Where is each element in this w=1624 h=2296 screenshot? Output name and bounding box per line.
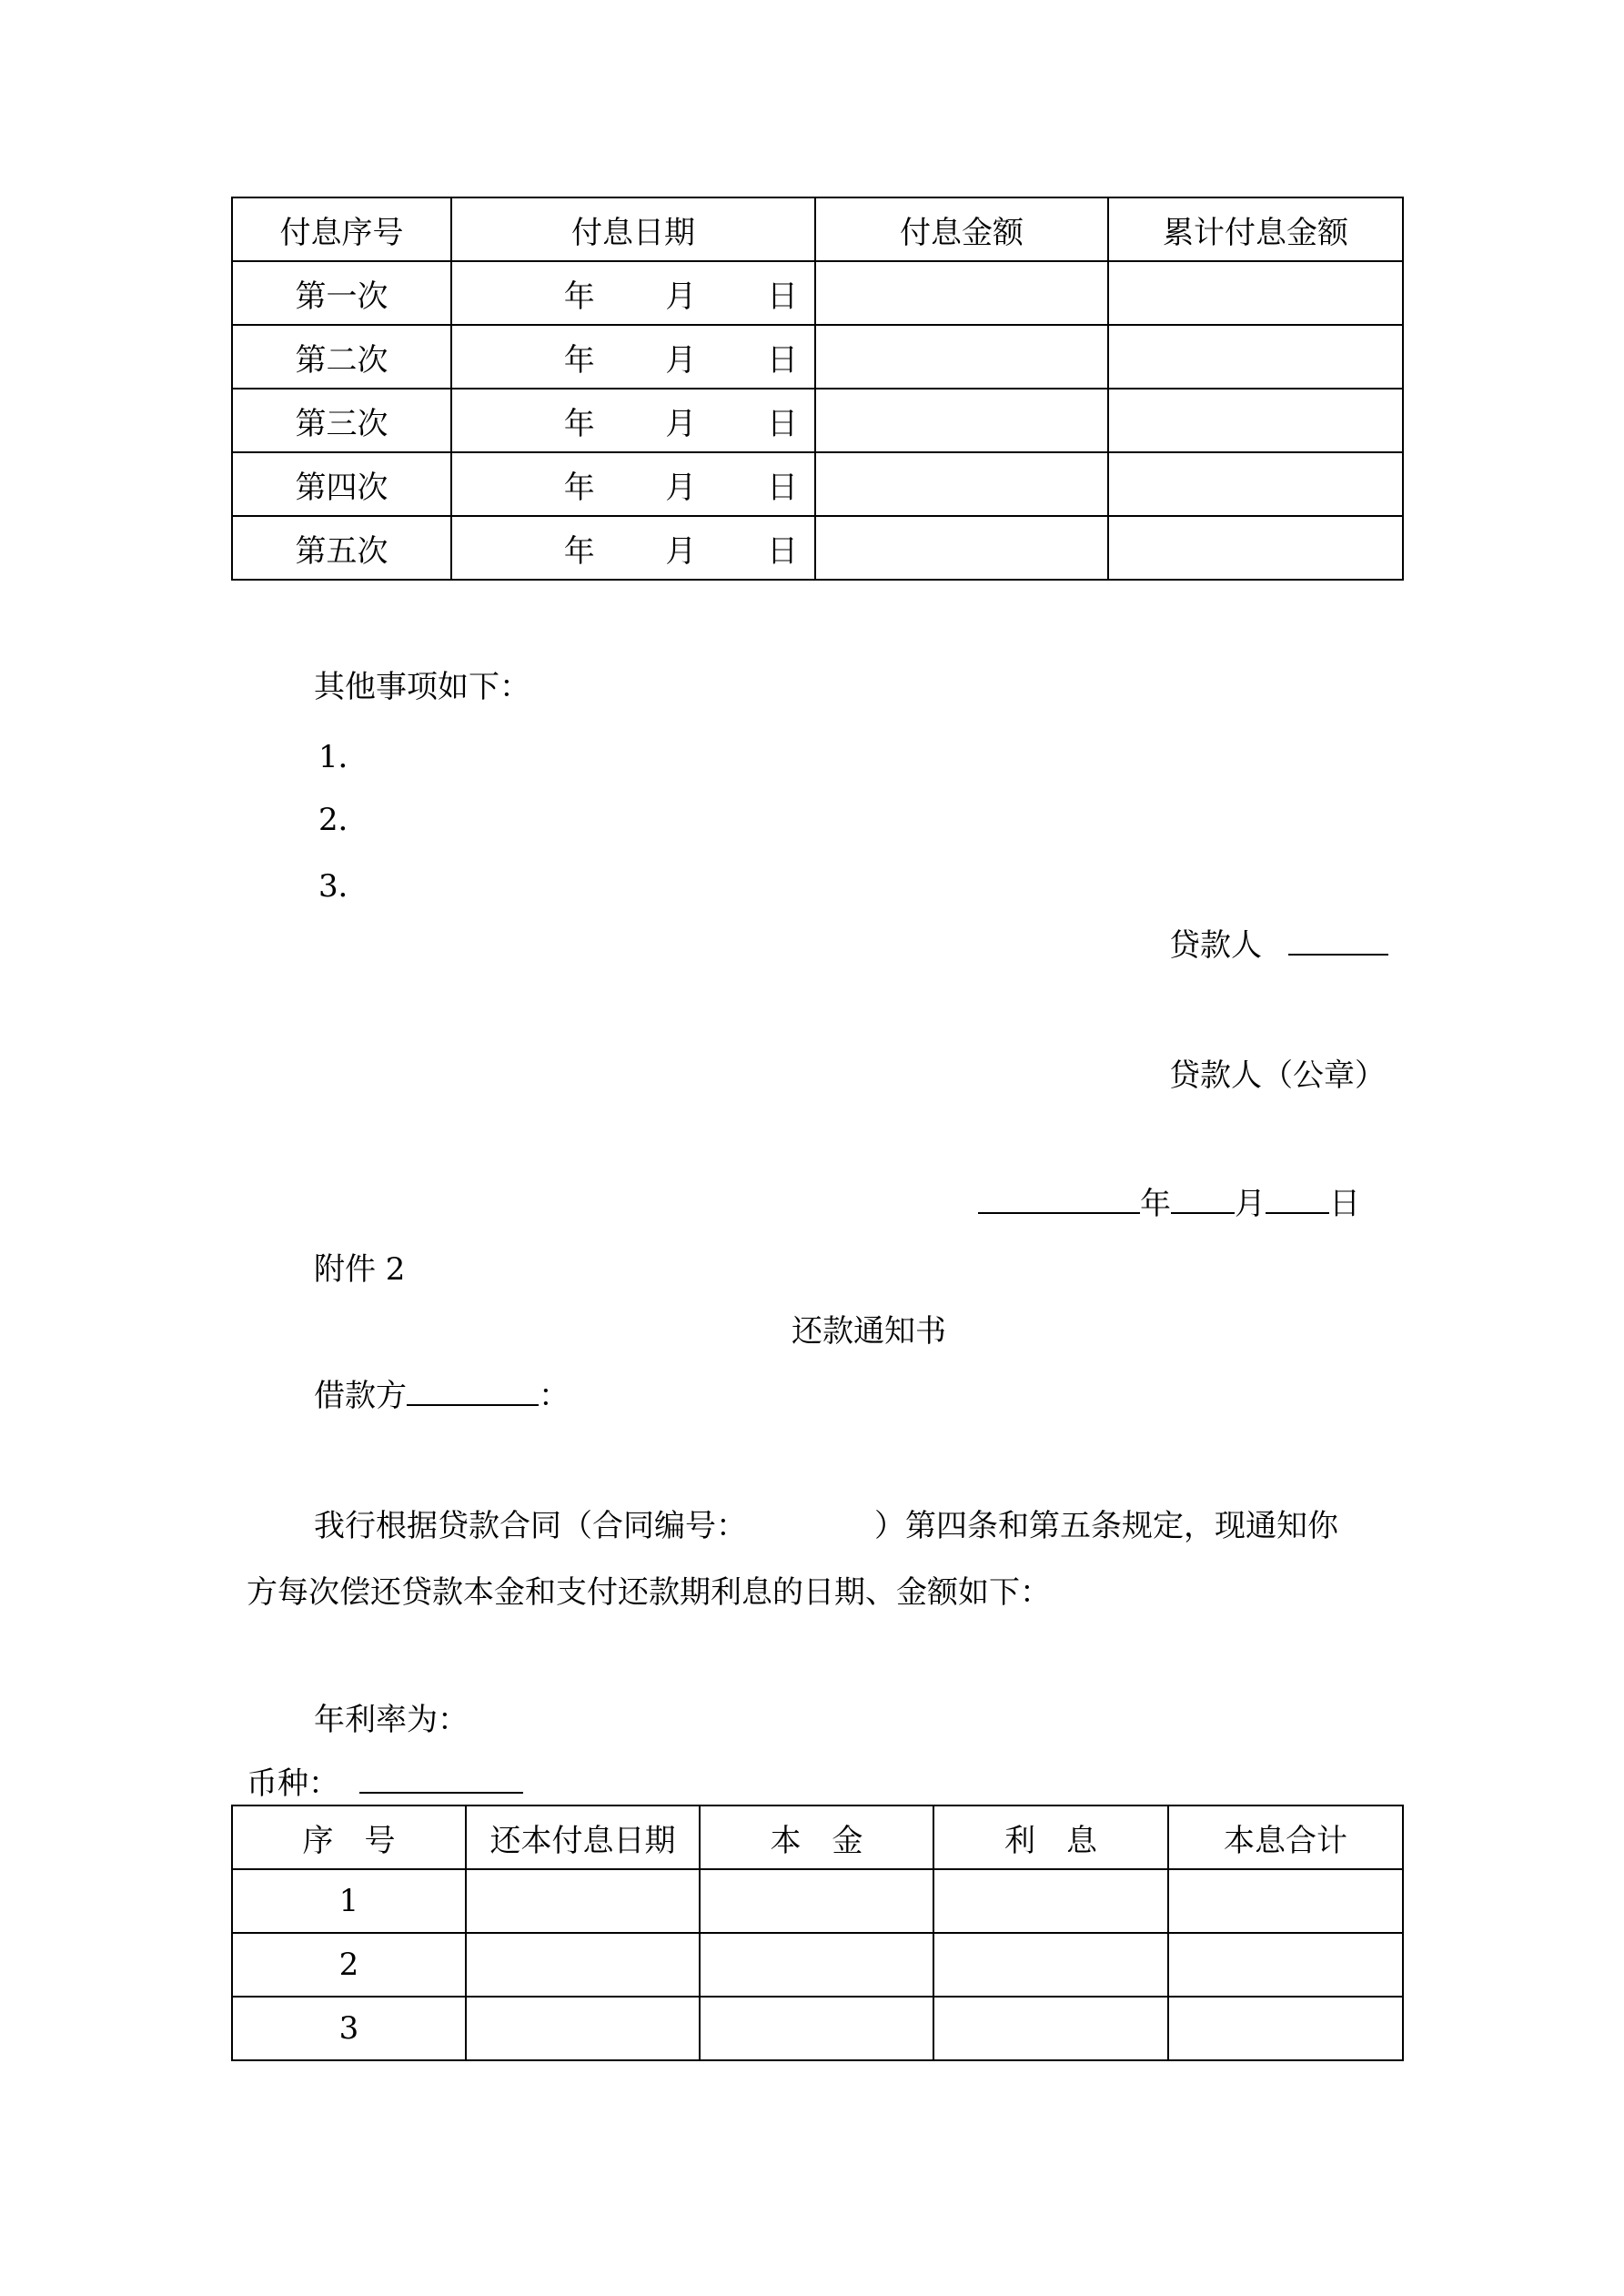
other-matters-item: 2． xyxy=(318,802,369,838)
attachment-label: 附件 2 xyxy=(314,1251,406,1288)
date-cell[interactable] xyxy=(451,261,815,325)
day-label: 日 xyxy=(767,341,798,379)
repayment-table xyxy=(231,1805,1404,2061)
total-cell[interactable] xyxy=(1168,1869,1403,1933)
year-label: 年 xyxy=(563,278,595,315)
paragraph-text: 我行根据贷款合同（合同编号： xyxy=(314,1508,747,1544)
interest-cell[interactable] xyxy=(933,1997,1168,2060)
header-cell: 付息金额 xyxy=(815,197,1108,261)
seq-cell: 第四次 xyxy=(232,452,451,516)
header-cell: 累计付息金额 xyxy=(1108,197,1403,261)
month-label: 月 xyxy=(665,341,697,379)
total-cell[interactable] xyxy=(1168,1933,1403,1997)
seq-cell: 第三次 xyxy=(232,389,451,452)
amount-cell[interactable] xyxy=(815,261,1108,325)
table-row xyxy=(232,452,1403,516)
table-row xyxy=(232,1933,1403,1997)
month-label: 月 xyxy=(1235,1186,1266,1222)
paragraph-text: ）第四条和第五条规定，现通知你 xyxy=(874,1508,1338,1544)
table-row xyxy=(232,1997,1403,2060)
header-cell: 还本付息日期 xyxy=(466,1805,700,1869)
total-cell[interactable] xyxy=(1168,1997,1403,2060)
lender-signature-line[interactable] xyxy=(1288,953,1388,956)
date-cell[interactable] xyxy=(451,325,815,389)
other-matters-item: 1． xyxy=(318,739,369,775)
seq-cell: 第五次 xyxy=(232,516,451,580)
table-row xyxy=(232,389,1403,452)
day-label: 日 xyxy=(767,278,798,315)
table-row xyxy=(232,325,1403,389)
cumulative-cell[interactable] xyxy=(1108,389,1403,452)
seq-cell: 第一次 xyxy=(232,261,451,325)
year-label: 年 xyxy=(563,341,595,379)
lender-label: 贷款人 xyxy=(1169,927,1262,964)
date-cell[interactable] xyxy=(451,516,815,580)
date-cell[interactable] xyxy=(466,1933,700,1997)
signature-date xyxy=(978,1186,1360,1222)
day-label: 日 xyxy=(1329,1186,1360,1222)
borrower-blank[interactable] xyxy=(407,1403,539,1406)
month-label: 月 xyxy=(665,532,697,570)
table-header-row xyxy=(232,197,1403,261)
header-cell: 付息序号 xyxy=(232,197,451,261)
amount-cell[interactable] xyxy=(815,516,1108,580)
interest-cell[interactable] xyxy=(933,1869,1168,1933)
seq-cell: 2 xyxy=(232,1933,466,1997)
document-title: 还款通知书 xyxy=(792,1313,946,1350)
date-cell[interactable] xyxy=(466,1997,700,2060)
month-label: 月 xyxy=(665,405,697,442)
amount-cell[interactable] xyxy=(815,325,1108,389)
other-matters-item: 3． xyxy=(318,868,369,905)
header-cell: 本息合计 xyxy=(1168,1805,1403,1869)
notice-paragraph-line1 xyxy=(314,1508,1338,1544)
header-cell: 序 号 xyxy=(232,1805,466,1869)
date-cell[interactable] xyxy=(451,452,815,516)
table-header-row xyxy=(232,1805,1403,1869)
cumulative-cell[interactable] xyxy=(1108,261,1403,325)
other-matters-heading: 其他事项如下： xyxy=(314,669,530,705)
month-label: 月 xyxy=(665,469,697,506)
seq-cell: 3 xyxy=(232,1997,466,2060)
year-label: 年 xyxy=(563,532,595,570)
interest-table xyxy=(231,197,1404,581)
date-cell[interactable] xyxy=(466,1869,700,1933)
borrower-suffix: ： xyxy=(539,1378,570,1414)
table-row xyxy=(232,1869,1403,1933)
year-label: 年 xyxy=(563,469,595,506)
currency-label: 币种： xyxy=(247,1765,339,1802)
principal-cell[interactable] xyxy=(700,1933,933,1997)
year-blank[interactable] xyxy=(978,1211,1140,1214)
year-label: 年 xyxy=(563,405,595,442)
day-label: 日 xyxy=(767,469,798,506)
annual-rate-label: 年利率为： xyxy=(314,1702,469,1738)
currency-line xyxy=(247,1765,523,1802)
day-label: 日 xyxy=(767,532,798,570)
table-row xyxy=(232,261,1403,325)
interest-cell[interactable] xyxy=(933,1933,1168,1997)
cumulative-cell[interactable] xyxy=(1108,325,1403,389)
year-label: 年 xyxy=(1140,1186,1171,1222)
borrower-line xyxy=(314,1378,570,1414)
day-blank[interactable] xyxy=(1266,1211,1329,1214)
month-blank[interactable] xyxy=(1171,1211,1235,1214)
amount-cell[interactable] xyxy=(815,452,1108,516)
seq-cell: 第二次 xyxy=(232,325,451,389)
principal-cell[interactable] xyxy=(700,1997,933,2060)
notice-paragraph-line2: 方每次偿还贷款本金和支付还款期利息的日期、金额如下： xyxy=(247,1574,1051,1611)
lender-seal-label: 贷款人（公章） xyxy=(1169,1057,1386,1094)
currency-blank[interactable] xyxy=(359,1791,523,1794)
seq-cell: 1 xyxy=(232,1869,466,1933)
principal-cell[interactable] xyxy=(700,1869,933,1933)
month-label: 月 xyxy=(665,278,697,315)
date-cell[interactable] xyxy=(451,389,815,452)
amount-cell[interactable] xyxy=(815,389,1108,452)
header-cell: 利 息 xyxy=(933,1805,1168,1869)
header-cell: 付息日期 xyxy=(451,197,815,261)
lender-signature xyxy=(1169,927,1388,964)
table-row xyxy=(232,516,1403,580)
header-cell: 本 金 xyxy=(700,1805,933,1869)
day-label: 日 xyxy=(767,405,798,442)
cumulative-cell[interactable] xyxy=(1108,516,1403,580)
cumulative-cell[interactable] xyxy=(1108,452,1403,516)
borrower-label: 借款方 xyxy=(314,1378,407,1414)
